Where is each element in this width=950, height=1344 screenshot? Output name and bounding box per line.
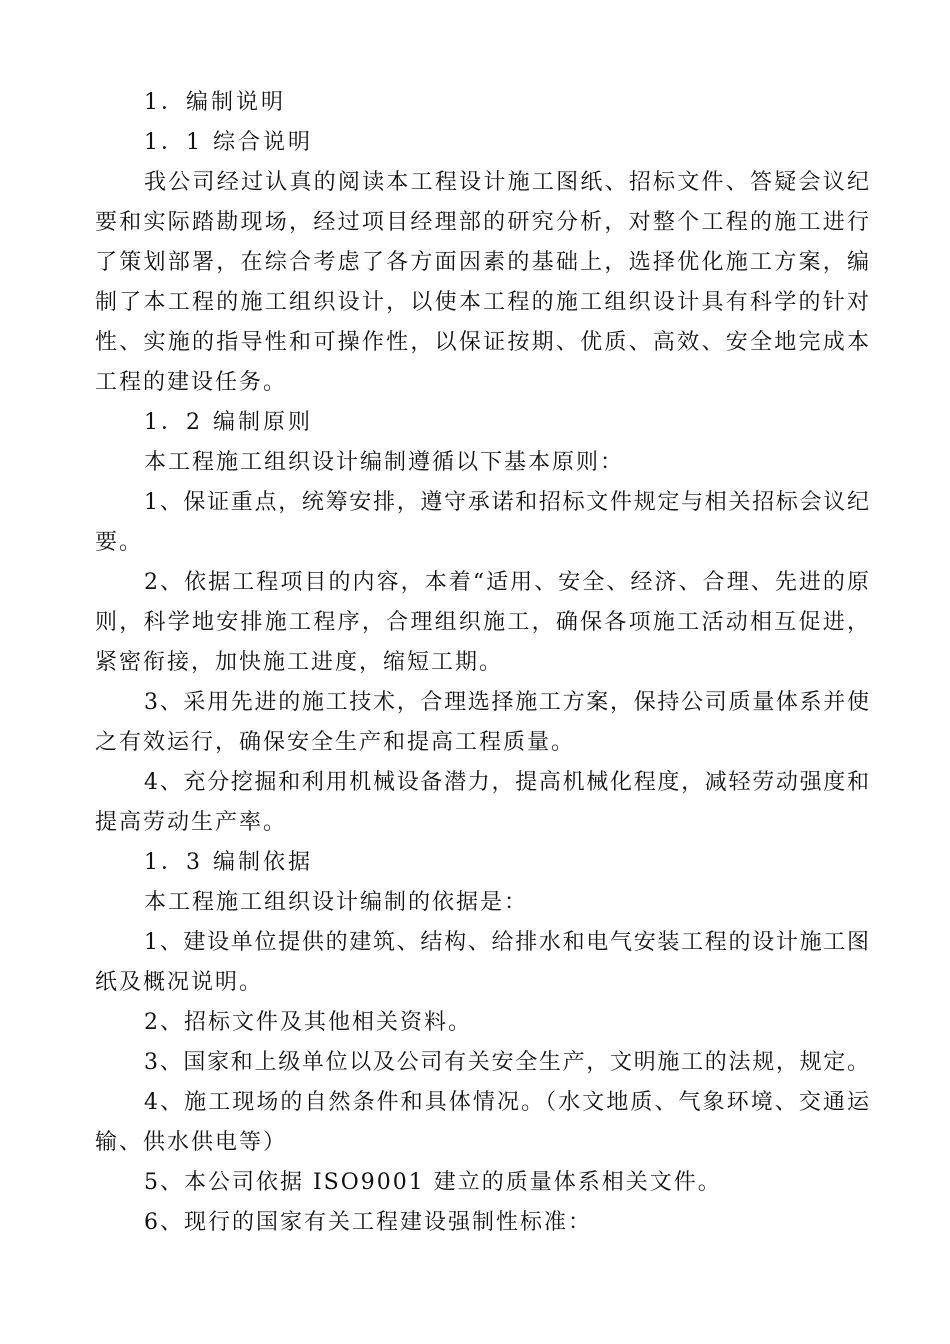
paragraph-line: 输、供水供电等） <box>95 1130 288 1155</box>
paragraph-line: 1、保证重点，统筹安排，遵守承诺和招标文件规定与相关招标会议纪 <box>144 490 870 515</box>
section-1-1-paragraph <box>95 163 870 403</box>
document-page <box>95 83 870 1243</box>
principle-item-1 <box>95 483 870 563</box>
section-1-3-intro: 本工程施工组织设计编制的依据是： <box>144 890 529 915</box>
basis-item-6: 6、现行的国家有关工程建设强制性标准： <box>144 1210 592 1235</box>
paragraph-line: 了策划部署，在综合考虑了各方面因素的基础上，选择优化施工方案，编 <box>95 250 870 275</box>
paragraph-line: 则，科学地安排施工程序，合理组织施工，确保各项施工活动相互促进， <box>95 610 870 635</box>
paragraph-line: 工程的建设任务。 <box>95 370 288 395</box>
paragraph-line: 紧密衔接，加快施工进度，缩短工期。 <box>95 650 504 675</box>
principle-item-4 <box>95 763 870 843</box>
paragraph-line: 要和实际踏勘现场，经过项目经理部的研究分析，对整个工程的施工进行 <box>95 210 870 235</box>
section-1-1-title: 1．1 综合说明 <box>144 130 313 155</box>
paragraph-line: 提高劳动生产率。 <box>95 810 288 835</box>
basis-item-3: 3、国家和上级单位以及公司有关安全生产，文明施工的法规，规定。 <box>144 1050 870 1075</box>
basis-item-5: 5、本公司依据 ISO9001 建立的质量体系相关文件。 <box>144 1170 722 1195</box>
paragraph-line: 性、实施的指导性和可操作性，以保证按期、优质、高效、安全地完成本 <box>95 330 870 355</box>
section-1-title: 1．编制说明 <box>144 90 286 115</box>
paragraph-line: 之有效运行，确保安全生产和提高工程质量。 <box>95 730 576 755</box>
paragraph-line: 要。 <box>95 530 144 555</box>
paragraph-line: 我公司经过认真的阅读本工程设计施工图纸、招标文件、答疑会议纪 <box>144 170 870 195</box>
paragraph-line: 纸及概况说明。 <box>95 970 264 995</box>
paragraph-line: 2、依据工程项目的内容，本着“适用、安全、经济、合理、先进的原 <box>144 570 870 595</box>
principle-item-2 <box>95 563 870 683</box>
basis-item-2: 2、招标文件及其他相关资料。 <box>144 1010 472 1035</box>
section-1-3-title: 1．3 编制依据 <box>144 850 313 875</box>
paragraph-line: 4、施工现场的自然条件和具体情况。（水文地质、气象环境、交通运 <box>144 1090 870 1115</box>
section-1-2-intro: 本工程施工组织设计编制遵循以下基本原则： <box>144 450 625 475</box>
paragraph-line: 制了本工程的施工组织设计，以使本工程的施工组织设计具有科学的针对 <box>95 290 870 315</box>
principle-item-3 <box>95 683 870 763</box>
paragraph-line: 3、采用先进的施工技术，合理选择施工方案，保持公司质量体系并使 <box>144 690 870 715</box>
basis-item-1 <box>95 923 870 1003</box>
section-1-2-title: 1．2 编制原则 <box>144 410 313 435</box>
basis-item-4 <box>95 1083 870 1163</box>
paragraph-line: 4、充分挖掘和利用机械设备潜力，提高机械化程度，减轻劳动强度和 <box>144 770 870 795</box>
paragraph-line: 1、建设单位提供的建筑、结构、给排水和电气安装工程的设计施工图 <box>144 930 870 955</box>
